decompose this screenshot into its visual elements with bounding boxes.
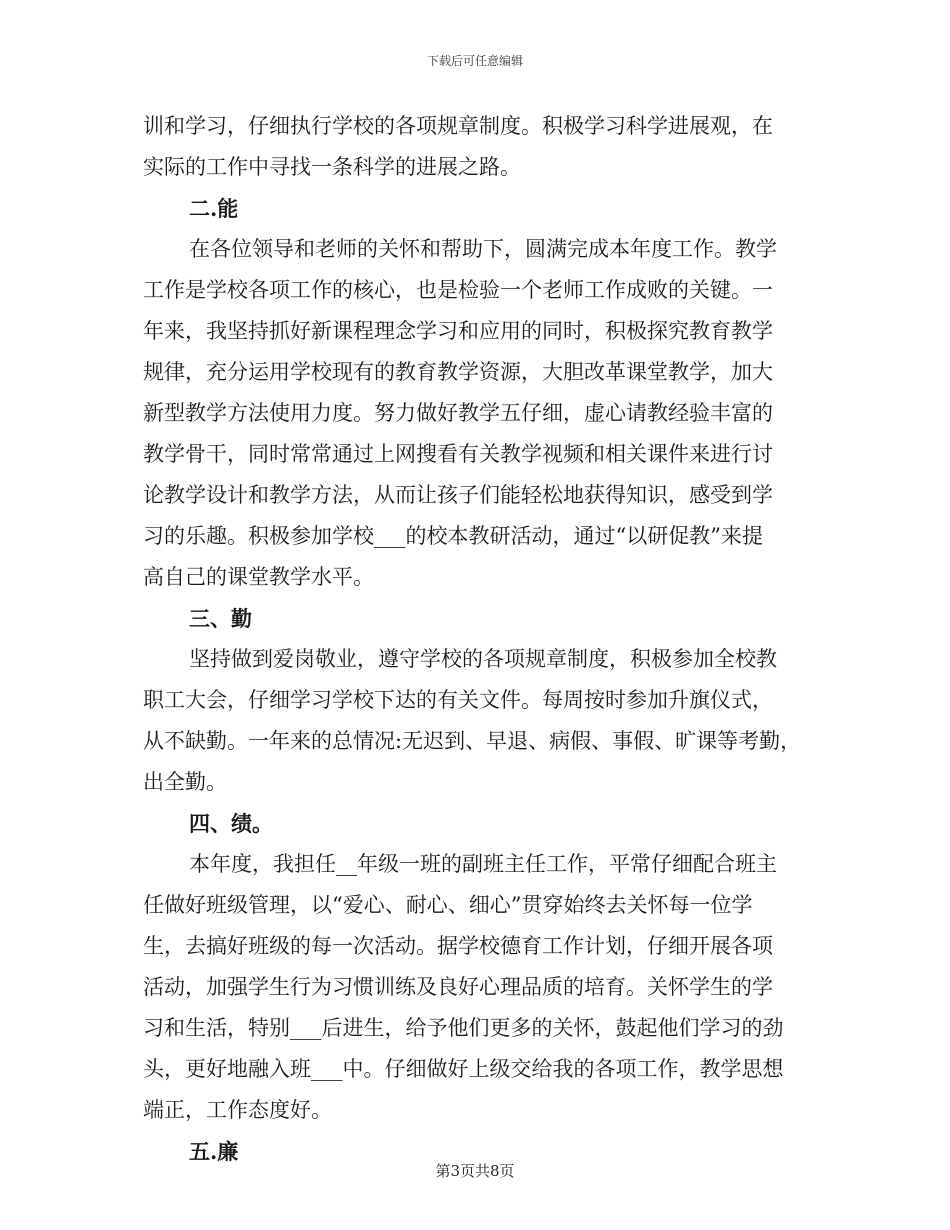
paragraph-line: 工作是学校各项工作的核心，也是检验一个老师工作成败的关键。一 [143, 278, 773, 302]
paragraph-line: 坚持做到爱岗敬业，遵守学校的各项规章制度，积极参加全校教 [189, 647, 777, 671]
paragraph-line: 教学骨干，同时常常通过上网搜看有关教学视频和相关课件来进行讨 [143, 442, 773, 466]
paragraph-line: 实际的工作中寻找一条科学的进展之路。 [143, 155, 521, 179]
page-header: 下载后可任意编辑 [426, 54, 523, 68]
paragraph-line: 任做好班级管理，以“爱心、耐心、细心”贯穿始终去关怀每一位学 [143, 893, 753, 917]
paragraph-line: 本年度，我担任__年级一班的副班主任工作，平常仔细配合班主 [189, 852, 777, 876]
paragraph-line: 职工大会，仔细学习学校下达的有关文件。每周按时参加升旗仪式， [143, 688, 773, 712]
paragraph-line: 生，去搞好班级的每一次活动。据学校德育工作计划，仔细开展各项 [143, 934, 773, 958]
paragraph-line: 训和学习，仔细执行学校的各项规章制度。积极学习科学进展观，在 [143, 114, 773, 138]
document-body [143, 106, 815, 1172]
section-heading: 四、绩。 [189, 811, 273, 836]
paragraph-line: 规律，充分运用学校现有的教育教学资源，大胆改革课堂教学，加大 [143, 360, 773, 384]
section-heading: 二.能 [189, 196, 239, 221]
paragraph-line: 从不缺勤。一年来的总情况:无迟到、早退、病假、事假、旷课等考勤， [143, 729, 802, 753]
paragraph-line: 头，更好地融入班___中。仔细做好上级交给我的各项工作，教学思想 [143, 1057, 784, 1081]
paragraph-line: 年来，我坚持抓好新课程理念学习和应用的同时，积极探究教育教学 [143, 319, 773, 343]
page-number: 第3页共8页 [435, 1162, 515, 1180]
paragraph-line: 习的乐趣。积极参加学校___的校本教研活动，通过“以研促教”来提 [143, 524, 763, 548]
paragraph-line: 活动，加强学生行为习惯训练及良好心理品质的培育。关怀学生的学 [143, 975, 773, 999]
section-heading: 三、勤 [189, 606, 252, 631]
paragraph-line: 高自己的课堂教学水平。 [143, 565, 374, 589]
paragraph-line: 在各位领导和老师的关怀和帮助下，圆满完成本年度工作。教学 [189, 237, 777, 261]
paragraph-line: 新型教学方法使用力度。努力做好教学五仔细，虚心请教经验丰富的 [143, 401, 773, 425]
paragraph-line: 端正，工作态度好。 [143, 1098, 332, 1122]
paragraph-line: 习和生活，特别___后进生，给予他们更多的关怀，鼓起他们学习的劲 [143, 1016, 784, 1040]
paragraph-line: 论教学设计和教学方法，从而让孩子们能轻松地获得知识，感受到学 [143, 483, 773, 507]
paragraph-line: 出全勤。 [143, 770, 227, 794]
section-heading: 五.廉 [189, 1139, 239, 1164]
